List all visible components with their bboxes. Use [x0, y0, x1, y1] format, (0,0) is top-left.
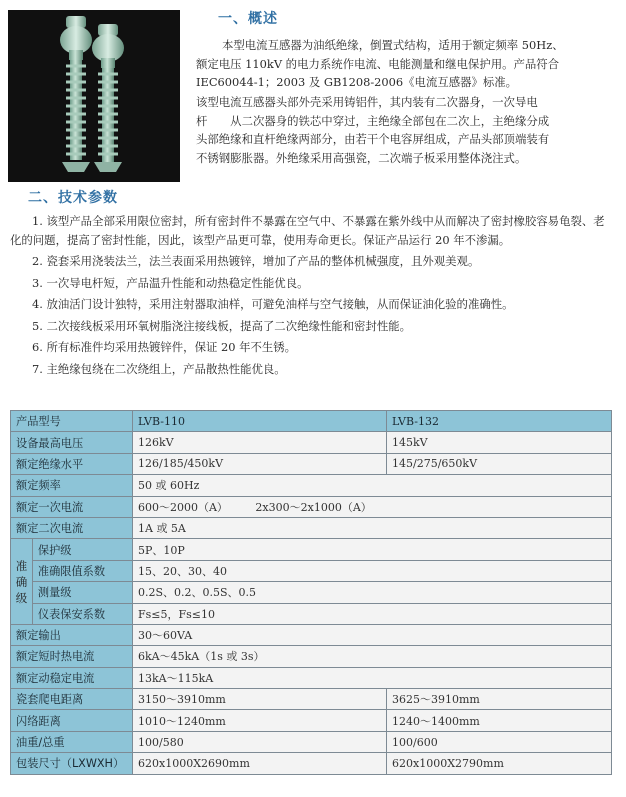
cell-value: 1A 或 5A — [133, 517, 612, 538]
cell-value: 1240～1400mm — [387, 710, 612, 731]
overview-line: 额定电压 110kV 的电力系统作电流、电能测量和继电保护用。产品符合 — [196, 56, 560, 71]
cell-value: 3150～3910mm — [133, 689, 387, 710]
cell-value: 13kA～115kA — [133, 667, 612, 688]
table-row — [11, 453, 612, 474]
cell-value: 0.2S、0.2、0.5S、0.5 — [133, 582, 612, 603]
table-row — [11, 624, 612, 645]
cell-label: 设备最高电压 — [11, 432, 133, 453]
overview-paragraph-2 — [196, 93, 616, 167]
table-row — [11, 496, 612, 517]
cell-value: 30～60VA — [133, 624, 612, 645]
cell-value: 620x1000X2790mm — [387, 753, 612, 774]
table-row — [11, 689, 612, 710]
cell-value: 600～2000（A） 2x300～2x1000（A） — [133, 496, 612, 517]
list-item: 3. 一次导电杆短，产品温升性能和动热稳定性能优良。 — [32, 275, 309, 290]
cell-value: 6kA～45kA（1s 或 3s） — [133, 646, 612, 667]
cell-label: 测量级 — [32, 582, 132, 603]
cell-value: Fs≤5，Fs≤10 — [133, 603, 612, 624]
table-row — [11, 646, 612, 667]
cell-label: 额定绝缘水平 — [11, 453, 133, 474]
product-photo — [8, 10, 180, 182]
table-row — [11, 475, 612, 496]
cell-label: 准确限值系数 — [32, 560, 132, 581]
cell-label: 额定一次电流 — [11, 496, 133, 517]
section-tech-params-title: 二、技术参数 — [28, 190, 118, 206]
cell-label: 额定二次电流 — [11, 517, 133, 538]
current-transformer-image — [8, 10, 180, 182]
table-row — [11, 667, 612, 688]
cell-label: 瓷套爬电距离 — [11, 689, 133, 710]
cell-value: 620x1000X2690mm — [133, 753, 387, 774]
cell-label: 保护级 — [32, 539, 132, 560]
cell-label: 额定频率 — [11, 475, 133, 496]
list-item: 6. 所有标准件均采用热镀锌件，保证 20 年不生锈。 — [32, 340, 297, 354]
list-item: 1. 该型产品全部采用限位密封，所有密封件不暴露在空气中、不暴露在紫外线中从而解决了密封橡胶容易龟裂、老化的问题，提高了密封性能，因此，该型产品更可靠，使用寿命更长。保证产品运行 20 年不渗漏。 — [10, 214, 605, 247]
cell-value: 15、20、30、40 — [133, 560, 612, 581]
section-overview-title: 一、概述 — [218, 11, 278, 27]
tech-params-list — [10, 212, 614, 381]
overview-paragraph-1 — [196, 36, 616, 92]
list-item: 7. 主绝缘包绕在二次绕组上，产品散热性能优良。 — [32, 361, 286, 376]
cell-value: 126kV — [133, 432, 387, 453]
cell-value: LVB-132 — [387, 411, 612, 432]
cell-value: 145/275/650kV — [387, 453, 612, 474]
list-item: 5. 二次接线板采用环氧树脂浇注接线板，提高了二次绝缘性能和密封性能。 — [32, 318, 411, 333]
overview-line: 头部绝缘和直杆绝缘两部分，由若干个电容屏组成，产品头部顶端装有 — [196, 132, 550, 146]
cell-value: 5P、10P — [133, 539, 612, 560]
table-row — [11, 432, 612, 453]
cell-label: 仪表保安系数 — [32, 603, 132, 624]
cell-value: LVB-110 — [133, 411, 387, 432]
cell-label: 油重/总重 — [11, 731, 133, 752]
overview-line: 本型电流互感器为油纸绝缘，倒置式结构，适用于额定频率 50Hz、 — [222, 38, 564, 52]
table-row — [11, 539, 612, 560]
cell-value: 1010～1240mm — [133, 710, 387, 731]
table-row — [11, 603, 612, 624]
table-row — [11, 560, 612, 581]
cell-value: 50 或 60Hz — [133, 475, 612, 496]
cell-value: 100/600 — [387, 731, 612, 752]
accuracy-group-label — [11, 539, 33, 625]
cell-value: 145kV — [387, 432, 612, 453]
list-item: 4. 放油活门设计独特，采用注射器取油样，可避免油样与空气接触，从而保证油化验的准确性。 — [32, 297, 514, 311]
cell-label: 额定输出 — [11, 624, 133, 645]
table-row — [11, 411, 612, 432]
cell-label: 额定动稳定电流 — [11, 667, 133, 688]
overview-line: 不锈钢膨胀器。外绝缘采用高强瓷，二次端子板采用整体浇注式。 — [196, 150, 527, 165]
list-item: 2. 瓷套采用浇装法兰，法兰表面采用热镀锌，增加了产品的整体机械强度，且外观美观。 — [32, 254, 480, 268]
cell-value: 126/185/450kV — [133, 453, 387, 474]
accuracy-group-text: 准 确 级 — [15, 558, 28, 605]
cell-label: 额定短时热电流 — [11, 646, 133, 667]
cell-value: 100/580 — [133, 731, 387, 752]
table-row — [11, 582, 612, 603]
cell-label: 产品型号 — [11, 411, 133, 432]
spec-table — [10, 410, 612, 775]
overview-line: 杆 从二次器身的铁芯中穿过，主绝缘全部包在二次上，主绝缘分成 — [196, 113, 550, 128]
cell-label: 闪络距离 — [11, 710, 133, 731]
table-row — [11, 731, 612, 752]
table-row — [11, 517, 612, 538]
table-row — [11, 753, 612, 774]
table-row — [11, 710, 612, 731]
cell-value: 3625～3910mm — [387, 689, 612, 710]
cell-label: 包装尺寸（LXWXH） — [11, 753, 133, 774]
overview-line: IEC60044-1；2003 及 GB1208-2006《电流互感器》标准。 — [196, 75, 518, 89]
overview-line: 该型电流互感器头部外壳采用铸铝件，其内装有二次器身，一次导电 — [196, 95, 538, 109]
